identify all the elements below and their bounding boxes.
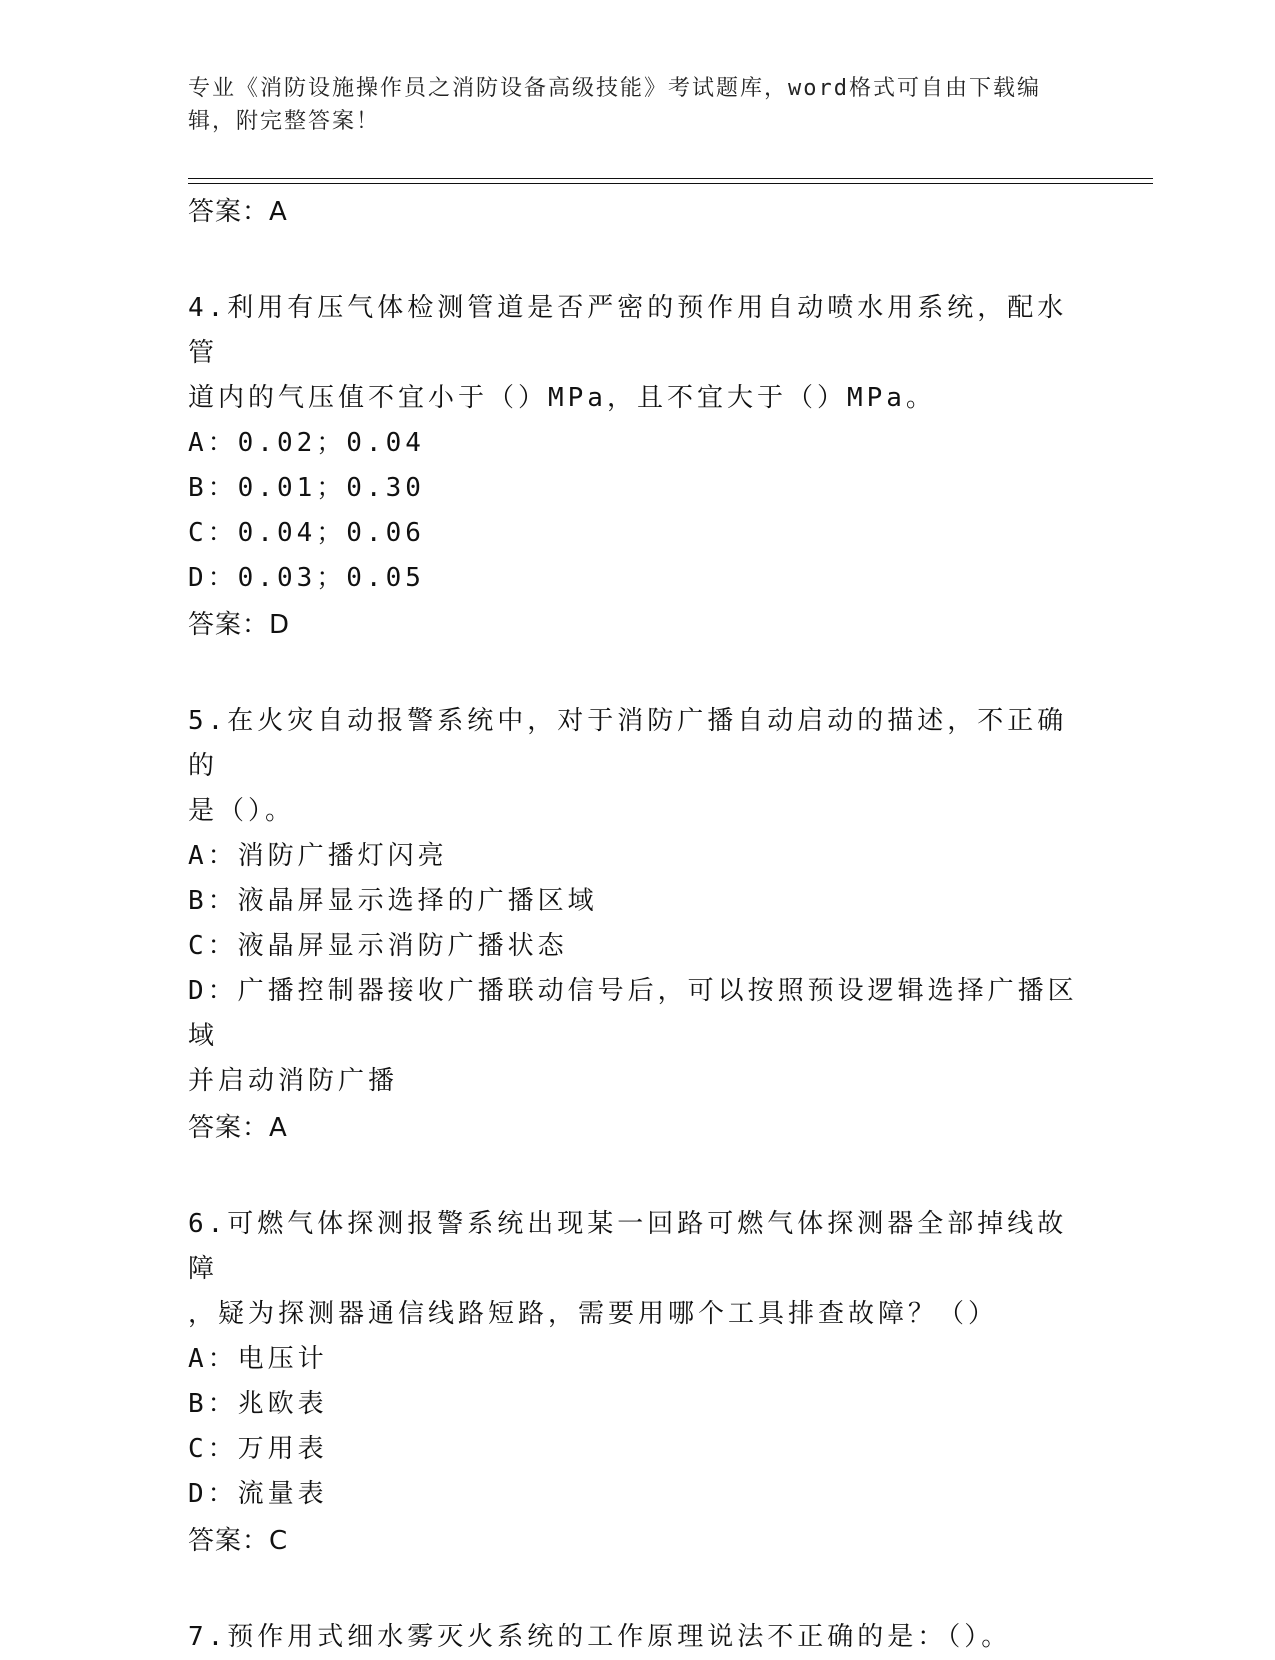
- page-header: [188, 72, 1088, 138]
- answer: 答案：D: [188, 610, 291, 640]
- option-a: A：消防广播灯闪亮: [188, 841, 448, 871]
- question-stem: 4.利用有压气体检测管道是否严密的预作用自动喷水用系统，配水管: [188, 293, 1068, 368]
- question-7: [188, 1615, 1088, 1660]
- option-b: B：0.01；0.30: [188, 473, 425, 503]
- question-stem: 6.可燃气体探测报警系统出现某一回路可燃气体探测器全部掉线故障: [188, 1209, 1068, 1284]
- option-d: D：流量表: [188, 1479, 328, 1509]
- option-c: C：液晶屏显示消防广播状态: [188, 931, 568, 961]
- option-d-continued: 并启动消防广播: [188, 1066, 399, 1096]
- header-line-2: 辑，附完整答案！: [188, 109, 381, 134]
- option-a: A：0.02；0.04: [188, 428, 425, 458]
- question-4: [188, 286, 1088, 649]
- option-c: C：0.04；0.06: [188, 518, 425, 548]
- option-b: B：液晶屏显示选择的广播区域: [188, 886, 598, 916]
- question-stem: 7.预作用式细水雾灭火系统的工作原理说法不正确的是：（）。: [188, 1622, 1012, 1652]
- option-d: D：0.03；0.05: [188, 563, 425, 593]
- question-stem: 是（）。: [188, 796, 296, 826]
- option-c: C：万用表: [188, 1434, 328, 1464]
- option-d: D：广播控制器接收广播联动信号后，可以按照预设逻辑选择广播区域: [188, 976, 1078, 1051]
- question-6: [188, 1202, 1088, 1565]
- question-stem: ，疑为探测器通信线路短路，需要用哪个工具排查故障？（）: [188, 1299, 999, 1329]
- question-stem: 5.在火灾自动报警系统中，对于消防广播自动启动的描述，不正确的: [188, 706, 1068, 781]
- header-divider: [188, 178, 1153, 179]
- question-stem: 道内的气压值不宜小于（）MPa，且不宜大于（）MPa。: [188, 383, 936, 413]
- header-line-1: 专业《消防设施操作员之消防设备高级技能》考试题库，word格式可自由下载编: [188, 76, 1041, 101]
- option-b: B：兆欧表: [188, 1389, 328, 1419]
- previous-answer: 答案：A: [188, 197, 288, 227]
- option-a: A：电压计: [188, 1344, 328, 1374]
- answer: 答案：A: [188, 1113, 288, 1143]
- question-5: [188, 699, 1088, 1152]
- header-divider-2: [188, 183, 1153, 184]
- answer: 答案：C: [188, 1526, 289, 1556]
- exam-content: [188, 188, 1088, 1660]
